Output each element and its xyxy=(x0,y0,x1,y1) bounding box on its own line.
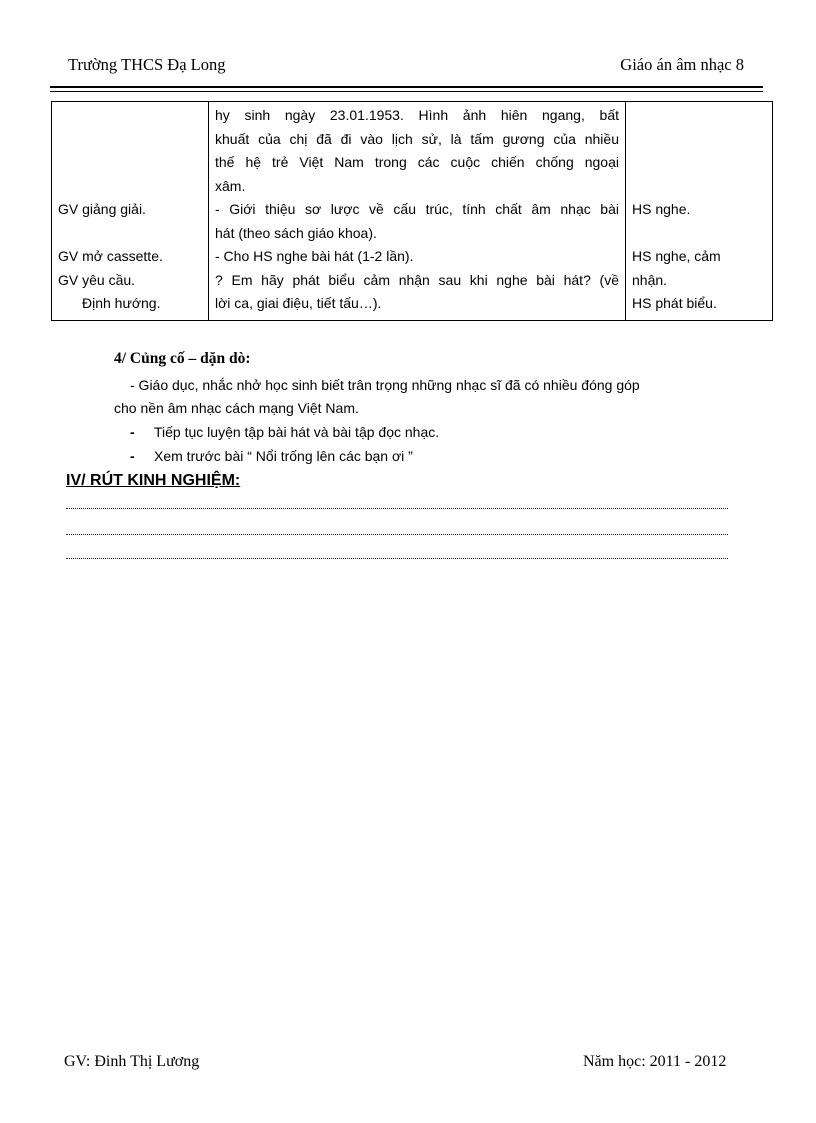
consolidation-text: - Giáo dục, nhắc nhở học sinh biết trân trọng những nhạc sĩ đã có nhiều đóng góp xyxy=(130,377,640,393)
teacher-line xyxy=(58,175,202,199)
student-line xyxy=(632,151,766,175)
teacher-name: GV: Đinh Thị Lương xyxy=(64,1053,200,1070)
dotted-line xyxy=(66,507,728,509)
content-line: hy sinh ngày 23.01.1953. Hình ảnh hiên ngang, bất xyxy=(215,107,619,123)
content-line: - Giới thiệu sơ lược về cấu trúc, tính chất âm nhạc bài xyxy=(215,201,619,217)
content-line: thế hệ trẻ Việt Nam trong các cuộc chiến chống ngoại xyxy=(215,154,619,170)
student-line: HS nghe. xyxy=(632,201,691,217)
table-row xyxy=(52,102,773,321)
student-activity-cell xyxy=(626,102,773,321)
content-line: hát (theo sách giáo khoa). xyxy=(215,224,377,241)
student-line xyxy=(632,175,766,199)
teacher-line: Định hướng. xyxy=(82,295,161,311)
bullet-dash: - xyxy=(130,448,135,464)
content-line: - Cho HS nghe bài hát (1-2 lần). xyxy=(215,248,414,264)
subject-title: Giáo án âm nhạc 8 xyxy=(620,55,744,74)
list-item-text: Tiếp tục luyện tập bài hát và bài tập đọc nhạc. xyxy=(154,424,440,440)
student-line xyxy=(632,222,766,246)
school-year: Năm học: 2011 - 2012 xyxy=(583,1053,727,1070)
content-line: ? Em hãy phát biểu cảm nhận sau khi nghe bài hát? (về xyxy=(215,271,619,288)
teacher-line xyxy=(58,222,202,246)
teacher-line xyxy=(58,151,202,175)
content-line: xâm. xyxy=(215,177,246,194)
lesson-table xyxy=(51,101,773,321)
header-rule-thick xyxy=(50,86,763,88)
student-line xyxy=(632,128,766,152)
content-line: khuất của chị đã đi vào lịch sử, là tấm gương của nhiều xyxy=(215,130,619,147)
list-item-text: Xem trước bài “ Nổi trống lên các bạn ơi ” xyxy=(154,448,413,464)
teacher-activity-cell xyxy=(52,102,209,321)
student-line xyxy=(632,104,766,128)
teacher-line: GV yêu cầu. xyxy=(58,271,136,288)
student-line: HS phát biểu. xyxy=(632,295,717,311)
dotted-line xyxy=(66,557,728,559)
teacher-line xyxy=(58,128,202,152)
consolidation-heading: 4/ Củng cố – dặn dò: xyxy=(114,350,251,367)
content-line: lời ca, giai điệu, tiết tấu…). xyxy=(215,295,382,311)
consolidation-text: cho nền âm nhạc cách mạng Việt Nam. xyxy=(114,400,359,416)
list-item xyxy=(130,424,439,440)
bullet-dash: - xyxy=(130,424,135,440)
student-line: HS nghe, cảm xyxy=(632,248,721,264)
experience-heading: IV/ RÚT KINH NGHIỆM: xyxy=(66,472,241,489)
teacher-line xyxy=(58,104,202,128)
teacher-line: GV mở cassette. xyxy=(58,248,163,264)
dotted-line xyxy=(66,533,728,535)
teacher-line: GV giảng giải. xyxy=(58,201,146,217)
student-line: nhận. xyxy=(632,271,668,288)
header-rule-thin xyxy=(50,91,763,92)
school-name: Trường THCS Đạ Long xyxy=(68,55,226,74)
list-item xyxy=(130,448,413,464)
content-cell xyxy=(209,102,626,321)
